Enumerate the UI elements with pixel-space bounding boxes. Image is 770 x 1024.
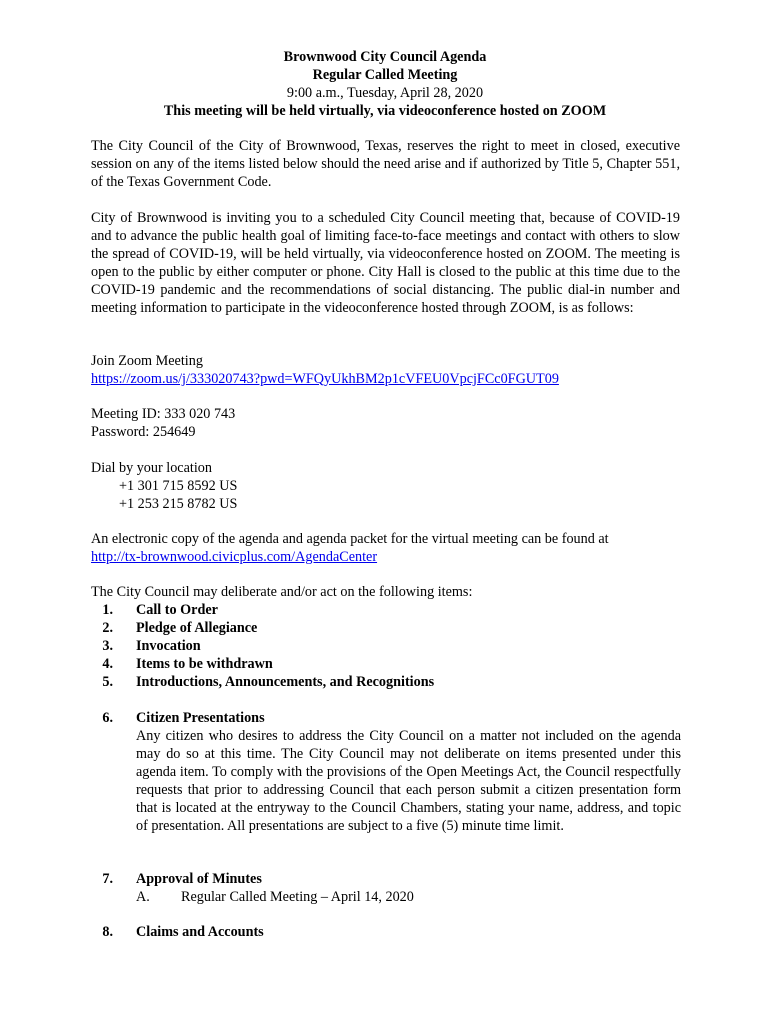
agenda-item-number: 8.: [102, 924, 113, 940]
meeting-datetime: 9:00 a.m., Tuesday, April 28, 2020: [286, 85, 484, 101]
dial-phone-2: +1 253 215 8782 US: [119, 496, 238, 512]
sub-item-letter: A.: [136, 889, 150, 905]
document-title: Brownwood City Council Agenda: [283, 49, 487, 65]
meeting-credentials: [91, 405, 691, 441]
virtual-notice: This meeting will be held virtually, via videoconference hosted on ZOOM: [163, 103, 607, 119]
agenda-item-title: Call to Order: [136, 602, 218, 618]
agenda-lead: The City Council may deliberate and/or act on the following items:: [91, 584, 473, 600]
agenda-item-number: 6.: [102, 710, 113, 726]
agenda-item-title: Items to be withdrawn: [136, 656, 273, 672]
dial-label: Dial by your location: [91, 460, 212, 476]
agenda-item-title: Approval of Minutes: [136, 871, 262, 887]
meeting-password: Password: 254649: [91, 424, 196, 440]
agenda-item-number: 2.: [102, 620, 113, 636]
agenda-header: [0, 48, 770, 120]
agenda-item-title: Invocation: [136, 638, 201, 654]
sub-item-text: Regular Called Meeting – April 14, 2020: [181, 889, 414, 905]
join-zoom-label: Join Zoom Meeting: [91, 353, 203, 369]
packet-text: An electronic copy of the agenda and agenda packet for the virtual meeting can be found at: [91, 531, 609, 547]
agenda-item-title: Claims and Accounts: [136, 924, 264, 940]
zoom-meeting-link[interactable]: https://zoom.us/j/333020743?pwd=WFQyUkhBM2p1cVFEU0VpcjFCc0FGUT09: [91, 371, 559, 387]
agenda-item-number: 7.: [102, 871, 113, 887]
agenda-item-title: Introductions, Announcements, and Recognitions: [136, 674, 435, 690]
agenda-item-title: Pledge of Allegiance: [136, 620, 258, 636]
zoom-info: [91, 352, 691, 388]
meeting-type: Regular Called Meeting: [312, 67, 458, 83]
agenda-item-number: 4.: [102, 656, 113, 672]
agenda-center-link[interactable]: http://tx-brownwood.civicplus.com/AgendaCenter: [91, 549, 378, 565]
closed-session-paragraph: The City Council of the City of Brownwood, Texas, reserves the right to meet in closed, executive session on any of the items listed below should the need arise and if authorized by Title 5, Chapter 551, of the Texas Government Code.: [91, 138, 680, 190]
agenda-item-description: Any citizen who desires to address the City Council on a matter not included on the agenda may do so at this time. The City Council may not deliberate on items presented under this agenda item. To comply with the provisions of the Open Meetings Act, the Council respectfully requests that prior to addressing Council that each person submit a citizen presentation form that is located at the entryway to the Council Chambers, stating your name, address, and topic of presentation. All presentations are subject to a five (5) minute time limit.: [136, 728, 681, 834]
covid-paragraph: City of Brownwood is inviting you to a scheduled City Council meeting that, because of COVID-19 and to advance the public health goal of limiting face-to-face meetings and contact with others to slow the spread of COVID-19, will be held virtually, via videoconference hosted on ZOOM. The meeting is open to the public by either computer or phone. City Hall is closed to the public at this time due to the COVID-19 pandemic and the recommendations of social distancing. The public dial-in number and meeting information to participate in the videoconference hosted through ZOOM, is as follows:: [91, 210, 680, 316]
agenda-item-number: 3.: [102, 638, 113, 654]
agenda-packet-info: [91, 530, 691, 566]
agenda-item-number: 5.: [102, 674, 113, 690]
dial-in-info: [91, 459, 691, 513]
agenda-item-number: 1.: [102, 602, 113, 618]
agenda-item-title: Citizen Presentations: [136, 710, 265, 726]
meeting-id: Meeting ID: 333 020 743: [91, 406, 236, 422]
dial-phone-1: +1 301 715 8592 US: [119, 478, 238, 494]
